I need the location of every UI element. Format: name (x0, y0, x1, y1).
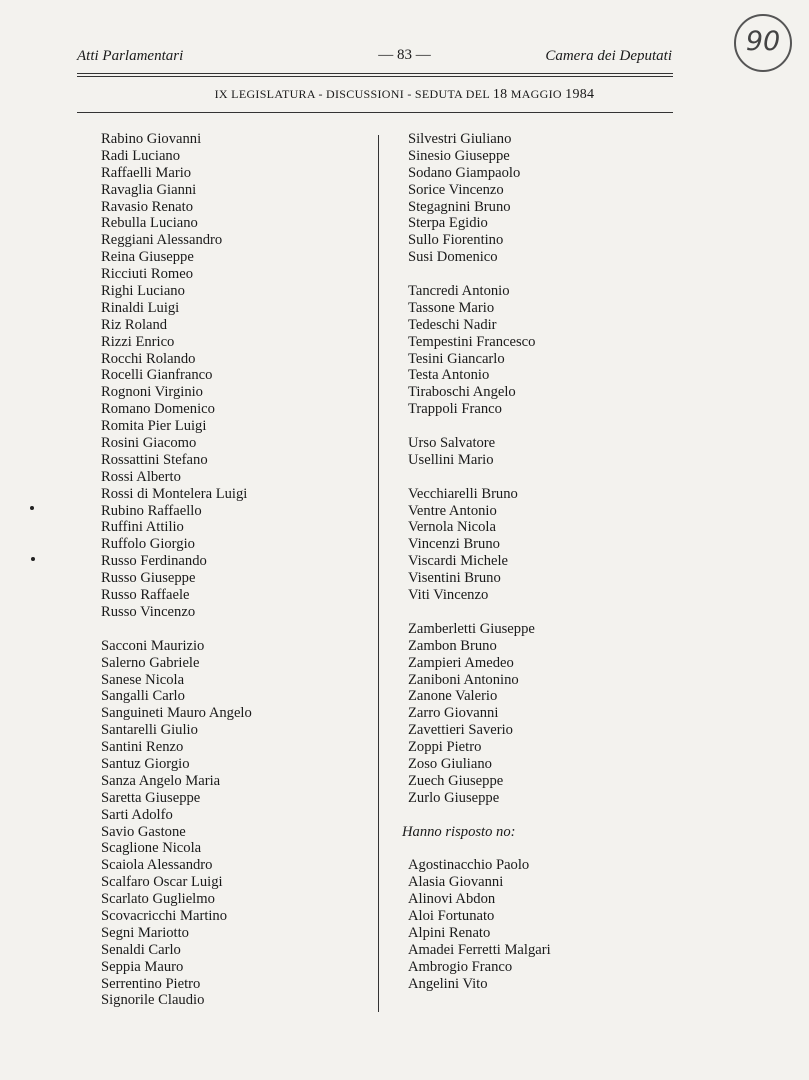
deputy-name: Sanese Nicola (101, 671, 185, 688)
list-gap (408, 469, 551, 486)
deputy-name: Tancredi Antonio (408, 283, 510, 300)
right-name-column (402, 131, 551, 992)
deputy-name: Rognoni Virginio (101, 384, 203, 401)
deputy-name: Reggiani Alessandro (101, 232, 223, 249)
deputy-name: Russo Giuseppe (101, 570, 196, 587)
header-right: Camera dei Deputati (545, 48, 672, 64)
deputy-name: Santuz Giorgio (101, 755, 190, 772)
deputy-name: Zanone Valerio (408, 688, 498, 705)
deputy-name: Stegagnini Bruno (408, 198, 511, 215)
deputy-name: Ruffolo Giorgio (101, 536, 195, 553)
deputy-name: Savio Gastone (101, 823, 186, 840)
list-gap (408, 840, 551, 857)
subheader-month: MAGGIO (507, 87, 566, 101)
deputy-name-no: Ambrogio Franco (408, 958, 513, 975)
deputy-name-no: Alinovi Abdon (408, 891, 496, 908)
deputy-name: Susi Domenico (408, 249, 498, 266)
deputy-name: Rossattini Stefano (101, 451, 208, 468)
deputy-name: Silvestri Giuliano (408, 131, 512, 147)
deputy-name: Trappoli Franco (408, 401, 502, 418)
deputy-name: Santarelli Giulio (101, 722, 198, 739)
deputy-name: Senaldi Carlo (101, 941, 181, 958)
deputy-name: Rubino Raffaello (101, 502, 202, 519)
deputy-name: Zurlo Giuseppe (408, 789, 500, 806)
deputy-name: Zavettieri Saverio (408, 722, 513, 739)
list-gap (408, 418, 551, 435)
deputy-name: Sacconi Maurizio (101, 637, 205, 654)
session-subheader (0, 87, 809, 103)
deputy-name: Rossi Alberto (101, 468, 181, 485)
deputy-name: Righi Luciano (101, 283, 185, 300)
subheader-rule (77, 112, 673, 113)
deputy-name: Rabino Giovanni (101, 131, 202, 147)
deputy-name: Tedeschi Nadir (408, 316, 497, 333)
deputy-name: Vernola Nicola (408, 519, 496, 536)
deputy-name: Saretta Giuseppe (101, 789, 201, 806)
deputy-name-no: Aloi Fortunato (408, 907, 495, 924)
deputy-name: Segni Mariotto (101, 924, 189, 941)
deputy-name: Sodano Giampaolo (408, 164, 521, 181)
deputy-name: Zaniboni Antonino (408, 671, 519, 688)
left-name-column (101, 131, 252, 1009)
deputy-name: Tesini Giancarlo (408, 350, 505, 367)
deputy-name: Zampieri Amedeo (408, 654, 514, 671)
deputy-name-no: Angelini Vito (408, 975, 488, 992)
deputy-name: Sinesio Giuseppe (408, 147, 510, 164)
page-number: — 83 — (378, 47, 431, 63)
page-stamp: 90 (734, 14, 792, 72)
list-gap (101, 621, 252, 638)
deputy-name: Viscardi Michele (408, 553, 509, 570)
list-gap (408, 604, 551, 621)
deputy-name: Tassone Mario (408, 299, 495, 316)
section-title-no: Hanno risposto no: (402, 823, 516, 840)
deputy-name: Zoso Giuliano (408, 755, 492, 772)
header-rule-bottom (77, 76, 673, 77)
deputy-name: Russo Vincenzo (101, 603, 196, 620)
deputy-name-no: Amadei Ferretti Malgari (408, 941, 551, 958)
deputy-name-no: Alpini Renato (408, 924, 491, 941)
deputy-name: Tempestini Francesco (408, 333, 536, 350)
margin-dot (31, 557, 35, 561)
deputy-name: Raffaelli Mario (101, 164, 192, 181)
deputy-name-no: Alasia Giovanni (408, 874, 504, 891)
deputy-name: Signorile Claudio (101, 992, 205, 1009)
deputy-name: Santini Renzo (101, 739, 184, 756)
deputy-name: Rossi di Montelera Luigi (101, 485, 248, 502)
header-left: Atti Parlamentari (77, 48, 184, 64)
deputy-name: Ravaglia Gianni (101, 181, 197, 198)
deputy-name: Sangalli Carlo (101, 688, 185, 705)
deputy-name: Ventre Antonio (408, 502, 497, 519)
deputy-name: Rinaldi Luigi (101, 299, 180, 316)
column-divider (378, 135, 379, 1012)
deputy-name: Salerno Gabriele (101, 654, 200, 671)
list-gap (408, 807, 551, 824)
subheader-day: 18 (492, 87, 508, 102)
deputy-name: Rocchi Rolando (101, 350, 196, 367)
deputy-name: Urso Salvatore (408, 435, 496, 452)
deputy-name: Scalfaro Oscar Luigi (101, 874, 223, 891)
deputy-name: Sterpa Egidio (408, 215, 488, 232)
deputy-name: Zuech Giuseppe (408, 772, 504, 789)
deputy-name: Sanguineti Mauro Angelo (101, 705, 252, 722)
list-gap (408, 266, 551, 283)
deputy-name: Ruffini Attilio (101, 519, 184, 536)
deputy-name: Sorice Vincenzo (408, 181, 504, 198)
deputy-name: Sanza Angelo Maria (101, 772, 221, 789)
deputy-name: Sullo Fiorentino (408, 232, 504, 249)
deputy-name: Zamberletti Giuseppe (408, 620, 535, 637)
deputy-name: Romano Domenico (101, 401, 215, 418)
deputy-name: Serrentino Pietro (101, 975, 201, 992)
deputy-name: Visentini Bruno (408, 570, 501, 587)
deputy-name: Zarro Giovanni (408, 705, 499, 722)
deputy-name: Rocelli Gianfranco (101, 367, 213, 384)
deputy-name: Viti Vincenzo (408, 587, 489, 604)
deputy-name: Russo Ferdinando (101, 553, 207, 570)
deputy-name: Romita Pier Luigi (101, 418, 207, 435)
deputy-name: Rizzi Enrico (101, 333, 175, 350)
margin-dot (30, 506, 34, 510)
deputy-name: Rebulla Luciano (101, 215, 198, 232)
deputy-name: Sarti Adolfo (101, 806, 173, 823)
deputy-name: Russo Raffaele (101, 587, 190, 604)
deputy-name: Tiraboschi Angelo (408, 384, 516, 401)
header-rule-top (77, 73, 673, 74)
deputy-name: Scovacricchi Martino (101, 907, 228, 924)
deputy-name: Scaiola Alessandro (101, 857, 213, 874)
deputy-name: Vincenzi Bruno (408, 536, 500, 553)
deputy-name: Radi Luciano (101, 147, 181, 164)
deputy-name: Zambon Bruno (408, 637, 497, 654)
deputy-name: Testa Antonio (408, 367, 490, 384)
subheader-year: 1984 (565, 87, 595, 102)
deputy-name: Riz Roland (101, 316, 168, 333)
deputy-name: Scarlato Guglielmo (101, 891, 215, 908)
deputy-name: Scaglione Nicola (101, 840, 202, 857)
deputy-name: Zoppi Pietro (408, 739, 482, 756)
deputy-name: Rosini Giacomo (101, 435, 197, 452)
subheader-prefix: IX LEGISLATURA - DISCUSSIONI - SEDUTA DEL (214, 87, 493, 101)
deputy-name: Ricciuti Romeo (101, 266, 194, 283)
deputy-name: Usellini Mario (408, 451, 494, 468)
deputy-name: Reina Giuseppe (101, 249, 194, 266)
deputy-name: Ravasio Renato (101, 198, 194, 215)
deputy-name: Seppia Mauro (101, 958, 184, 975)
deputy-name: Vecchiarelli Bruno (408, 485, 518, 502)
deputy-name-no: Agostinacchio Paolo (408, 857, 530, 874)
